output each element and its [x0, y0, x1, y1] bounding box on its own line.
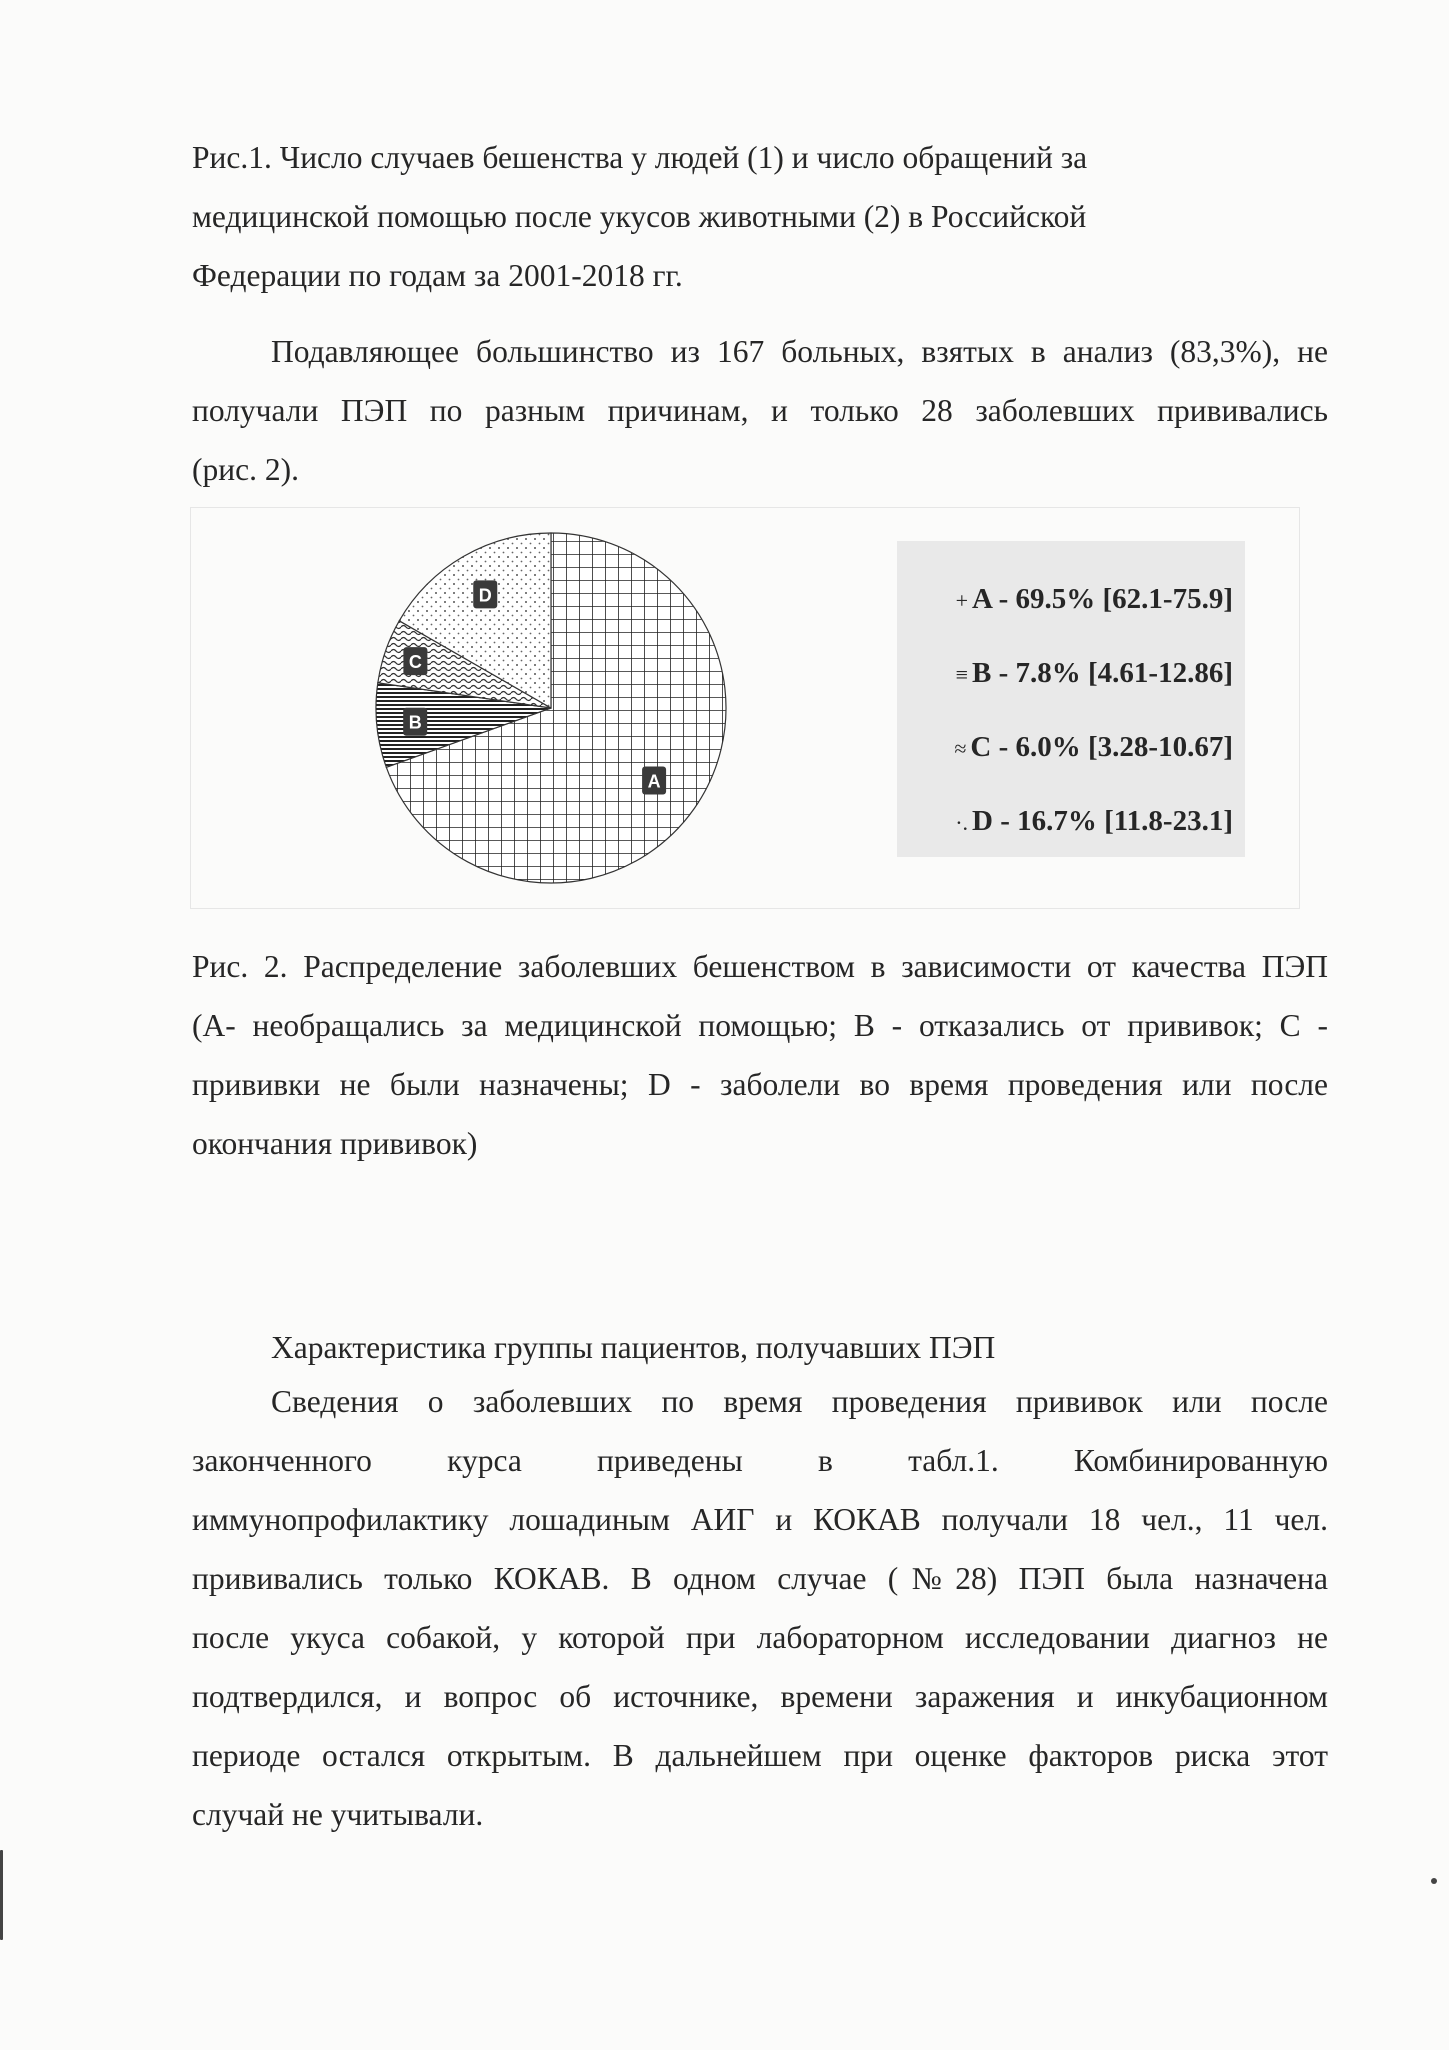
pie-slice-label-text: C: [408, 652, 422, 673]
legend-label-b: B - 7.8% [4.61-12.86]: [972, 657, 1233, 689]
legend-item-a: [956, 583, 1233, 616]
pie-chart: [371, 528, 731, 888]
figure-2: [190, 507, 1300, 909]
caption-line: (А- необращались за медицинской помощью; В - отказались от прививок; С -: [192, 1008, 1328, 1043]
legend-symbol-b: ≡: [955, 662, 969, 688]
pie-slice-label-c: [403, 647, 427, 675]
paragraph-line: иммунопрофилактику лошадиным АИГ и КОКАВ получали 18 чел., 11 чел.: [192, 1502, 1328, 1537]
scan-speck: [1431, 1878, 1437, 1884]
paragraph-line: (рис. 2).: [192, 452, 299, 487]
legend-label-c: C - 6.0% [3.28-10.67]: [970, 731, 1233, 763]
pie-slice-label-text: D: [478, 585, 492, 606]
legend-label-d: D - 16.7% [11.8-23.1]: [972, 805, 1233, 837]
legend-label-a: A - 69.5% [62.1-75.9]: [972, 583, 1233, 615]
paragraph-line: периоде остался открытым. В дальнейшем при оценке факторов риска этот: [192, 1738, 1328, 1773]
figure-1-caption-line: Рис.1. Число случаев бешенства у людей (1) и число обращений за: [192, 140, 1088, 175]
paragraph-line: после укуса собакой, у которой при лабораторном исследовании диагноз не: [192, 1620, 1328, 1655]
scan-edge-mark: [0, 1850, 3, 1940]
caption-line: окончания прививок): [192, 1126, 478, 1161]
pie-slices: [376, 533, 726, 883]
legend-symbol-a: +: [955, 588, 969, 614]
figure-1-caption: [192, 128, 1192, 305]
paragraph-1: [192, 322, 1328, 499]
legend-symbol-c: ≈: [954, 736, 967, 762]
section-heading: Характеристика группы пациентов, получавших ПЭП: [271, 1330, 996, 1365]
figure-2-caption: [192, 937, 1328, 1173]
legend-item-b: [956, 657, 1233, 690]
paragraph-line: случай не учитывали.: [192, 1797, 484, 1832]
paragraph-line: законченного курса приведены в табл.1. Комбинированную: [192, 1443, 1328, 1478]
paragraph-line: подтвердился, и вопрос об источнике, времени заражения и инкубационном: [192, 1679, 1328, 1714]
paragraph-line: Подавляющее большинство из 167 больных, взятых в анализ (83,3%), не: [271, 334, 1328, 369]
caption-line: прививки не были назначены; D - заболели во время проведения или после: [192, 1067, 1328, 1102]
legend-item-d: [955, 805, 1233, 838]
paragraph-line: прививались только КОКАВ. В одном случае (№28) ПЭП была назначена: [192, 1561, 1328, 1596]
paragraph-2: [192, 1372, 1328, 1844]
figure-1-caption-line: Федерации по годам за 2001-2018 гг.: [192, 258, 683, 293]
legend-symbol-d: ·.: [955, 810, 969, 836]
paragraph-line: получали ПЭП по разным причинам, и только 28 заболевших прививались: [192, 393, 1328, 428]
paragraph-line: Сведения о заболевших по время проведения прививок или после: [271, 1384, 1328, 1419]
pie-slice-label-d: [473, 580, 497, 608]
pie-slice-label-a: [642, 766, 666, 794]
figure-1-caption-line: медицинской помощью после укусов животными (2) в Российской: [192, 199, 1087, 234]
legend-item-c: [954, 731, 1233, 764]
chart-legend: [897, 541, 1245, 857]
pie-slice-label-b: [403, 708, 427, 736]
pie-slice-label-text: A: [647, 771, 661, 792]
pie-slice-label-text: B: [408, 712, 422, 733]
caption-line: Рис. 2. Распределение заболевших бешенством в зависимости от качества ПЭП: [192, 949, 1328, 984]
